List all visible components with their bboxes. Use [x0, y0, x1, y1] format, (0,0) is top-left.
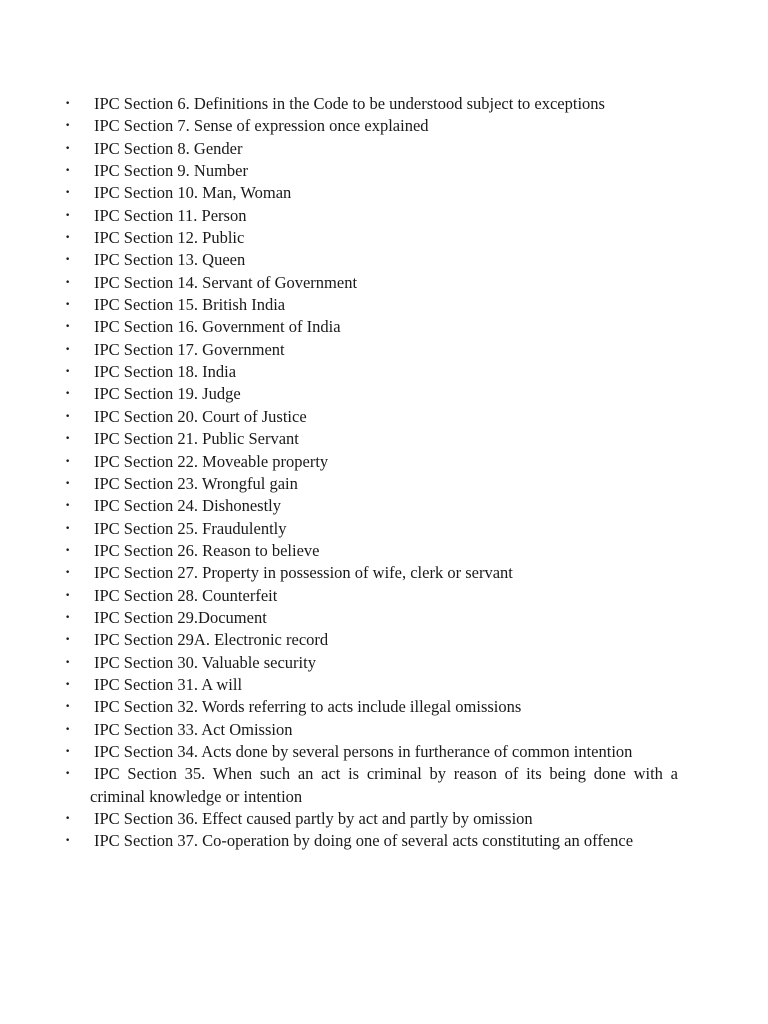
section-text: IPC Section 7. Sense of expression once explained [94, 116, 429, 136]
section-text: IPC Section 8. Gender [94, 138, 243, 158]
bullet-icon: • [65, 523, 71, 534]
bullet-icon: • [65, 679, 71, 690]
list-item [64, 294, 678, 316]
bullet-icon: • [65, 121, 71, 132]
list-item [64, 585, 678, 607]
bullet-icon: • [65, 210, 71, 221]
bullet-icon: • [65, 143, 71, 154]
section-text: IPC Section 21. Public Servant [94, 429, 299, 449]
section-text: IPC Section 34. Acts done by several persons in furtherance of common intention [94, 741, 633, 761]
bullet-icon: • [65, 657, 71, 668]
list-item [64, 272, 678, 294]
list-item [64, 674, 678, 696]
section-text: IPC Section 37. Co-operation by doing one of several acts constituting an offence [94, 831, 634, 851]
section-text: IPC Section 35. When such an act is criminal by reason of its being done with a criminal knowledge or intention [90, 764, 678, 806]
bullet-icon: • [65, 99, 71, 109]
list-item [64, 629, 678, 651]
bullet-icon: • [65, 166, 71, 177]
list-item [64, 808, 678, 830]
section-text: IPC Section 36. Effect caused partly by act and partly by omission [94, 809, 533, 828]
list-item [64, 719, 678, 741]
bullet-icon: • [65, 434, 71, 445]
list-item [64, 249, 678, 271]
section-text: IPC Section 22. Moveable property [94, 451, 329, 471]
section-text: IPC Section 15. British India [94, 295, 286, 315]
list-item [64, 652, 678, 674]
bullet-icon: • [65, 344, 71, 355]
list-item [64, 495, 678, 517]
section-text: IPC Section 27. Property in possession of wife, clerk or servant [94, 563, 513, 583]
section-text: IPC Section 18. India [94, 362, 237, 382]
bullet-icon: • [65, 389, 71, 400]
list-item [64, 361, 678, 383]
bullet-icon: • [65, 501, 71, 512]
section-text: IPC Section 32. Words referring to acts include illegal omissions [94, 697, 522, 717]
bullet-icon: • [65, 322, 71, 333]
list-item [64, 138, 678, 160]
section-text: IPC Section 29A. Electronic record [94, 630, 329, 650]
section-text: IPC Section 28. Counterfeit [94, 585, 278, 605]
bullet-icon: • [65, 277, 71, 288]
list-item [64, 451, 678, 473]
list-item [64, 182, 678, 204]
section-text: IPC Section 9. Number [94, 161, 248, 181]
list-item [64, 383, 678, 405]
section-text: IPC Section 12. Public [94, 228, 245, 248]
bullet-icon: • [65, 478, 71, 489]
section-text: IPC Section 29.Document [94, 607, 267, 627]
list-item [64, 160, 678, 182]
section-text: IPC Section 10. Man, Woman [94, 183, 292, 203]
section-text: IPC Section 31. A will [94, 674, 243, 694]
section-text: IPC Section 19. Judge [94, 384, 241, 404]
bullet-icon: • [65, 769, 71, 780]
list-item [64, 540, 678, 562]
bullet-icon: • [65, 456, 71, 467]
section-text: IPC Section 6. Definitions in the Code to be understood subject to exceptions [94, 94, 605, 113]
list-item [64, 227, 678, 249]
section-text: IPC Section 13. Queen [94, 250, 246, 270]
bullet-icon: • [65, 411, 71, 422]
list-item [64, 205, 678, 227]
list-item [64, 316, 678, 338]
list-item [64, 763, 678, 808]
list-item [64, 406, 678, 428]
bullet-icon: • [65, 635, 71, 646]
list-item [64, 115, 678, 137]
bullet-icon: • [65, 545, 71, 556]
ipc-section-list [64, 93, 678, 853]
section-text: IPC Section 20. Court of Justice [94, 406, 307, 426]
bullet-icon: • [65, 590, 71, 601]
list-item [64, 696, 678, 718]
section-text: IPC Section 26. Reason to believe [94, 540, 320, 560]
bullet-icon: • [65, 612, 71, 623]
bullet-icon: • [65, 367, 71, 378]
list-item [64, 428, 678, 450]
bullet-icon: • [65, 255, 71, 266]
section-text: IPC Section 17. Government [94, 339, 285, 359]
bullet-icon: • [65, 188, 71, 199]
list-item [64, 562, 678, 584]
section-text: IPC Section 30. Valuable security [94, 652, 316, 672]
list-item [64, 830, 678, 852]
bullet-icon: • [65, 814, 71, 824]
section-text: IPC Section 11. Person [94, 205, 247, 225]
list-item [64, 473, 678, 495]
bullet-icon: • [65, 702, 71, 713]
list-item [64, 518, 678, 540]
bullet-icon: • [65, 724, 71, 735]
bullet-icon: • [65, 746, 71, 757]
section-text: IPC Section 14. Servant of Government [94, 272, 358, 292]
section-text: IPC Section 25. Fraudulently [94, 518, 287, 538]
section-text: IPC Section 24. Dishonestly [94, 496, 282, 516]
list-item [64, 93, 678, 115]
section-text: IPC Section 23. Wrongful gain [94, 473, 298, 493]
section-text: IPC Section 16. Government of India [94, 317, 341, 337]
list-item [64, 741, 678, 763]
bullet-icon: • [65, 568, 71, 579]
section-text: IPC Section 33. Act Omission [94, 719, 293, 739]
bullet-icon: • [65, 233, 71, 244]
list-item [64, 607, 678, 629]
bullet-icon: • [65, 300, 71, 311]
list-item [64, 339, 678, 361]
bullet-icon: • [65, 836, 71, 847]
